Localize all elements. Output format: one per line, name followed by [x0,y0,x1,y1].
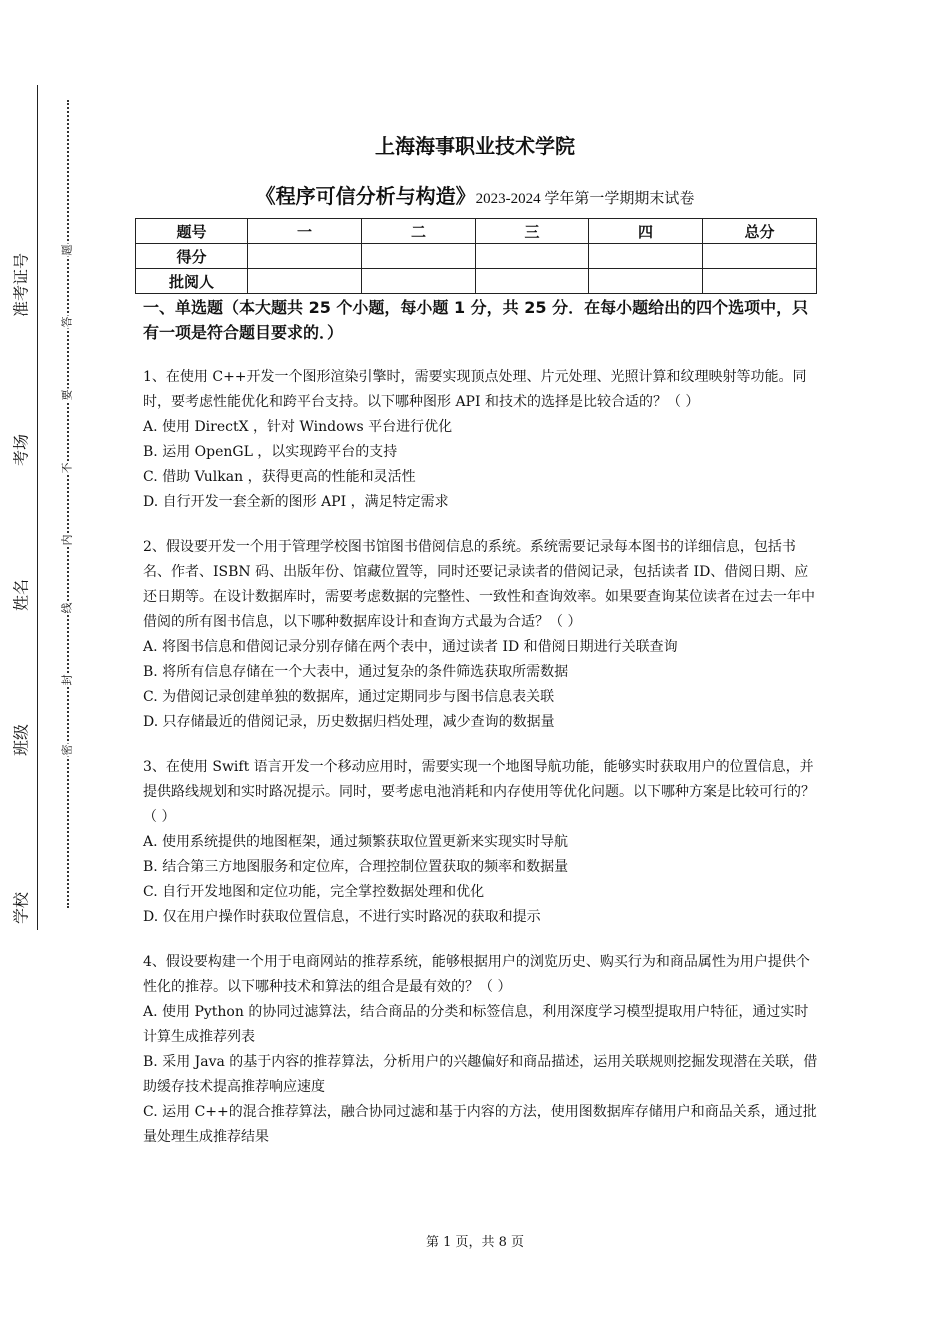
question-2 [143,535,818,735]
option-a: A. 使用系统提供的地图框架，通过频繁获取位置更新来实现实时导航 [143,834,569,850]
binding-dotted-line [67,100,69,908]
score-head-cell: 题号 [136,219,248,244]
option-b: B. 采用 Java 的基于内容的推荐算法，分析用户的兴趣偏好和商品描述，运用关联规则挖掘发现潜在关联，借助缓存技术提高推荐响应速度 [143,1054,818,1095]
score-head-cell: 一 [248,219,362,244]
option-c: C. 借助 Vulkan ，获得更高的性能和灵活性 [143,469,416,485]
reviewer-cell[interactable] [703,269,817,294]
score-row [136,244,817,269]
score-head-cell: 三 [476,219,589,244]
seal-char-yao: 要 [60,389,74,401]
reviewer-cell[interactable] [476,269,589,294]
exam-content [143,295,818,1150]
class-field: 班级 [7,721,34,759]
question-3 [143,755,818,930]
school-name: 上海海事职业技术学院 [375,134,575,158]
page-footer: 第 1 页，共 8 页 [425,1235,525,1250]
option-a: A. 使用 DirectX ，针对 Windows 平台进行优化 [143,419,453,435]
option-d: D. 仅在用户操作时获取位置信息，不进行实时路况的获取和提示 [143,909,541,925]
option-b: B. 结合第三方地图服务和定位库，合理控制位置获取的频率和数据量 [143,859,569,875]
school-field: 学校 [7,889,34,927]
reviewer-cell[interactable] [589,269,703,294]
question-4 [143,950,818,1150]
score-cell[interactable] [476,244,589,269]
term-title: 2023-2024 学年第一学期期末试卷 [475,191,695,207]
seal-char-xian: 线 [60,602,74,614]
exam-room-field: 考场 [7,431,34,469]
reviewer-cell[interactable] [248,269,362,294]
seal-char-da: 答 [60,316,74,328]
score-cell[interactable] [248,244,362,269]
exam-title [0,180,950,209]
reviewer-row-label: 批阅人 [136,269,248,294]
seal-char-nei: 内 [60,534,74,546]
seal-char-ti: 题 [60,244,74,256]
option-b: B. 将所有信息存储在一个大表中，通过复杂的条件筛选获取所需数据 [143,664,569,680]
question-stem: 1、在使用 C++开发一个图形渲染引擎时，需要实现顶点处理、片元处理、光照计算和纹理映射等功能。同时，要考虑性能优化和跨平台支持。以下哪种图形 API 和技术的选择是比较合适的？（ ） [143,369,807,410]
option-a: A. 使用 Python 的协同过滤算法，结合商品的分类和标签信息，利用深度学习模型提取用户特征，通过实时计算生成推荐列表 [143,1004,809,1045]
score-cell[interactable] [362,244,476,269]
option-a: A. 将图书信息和借阅记录分别存储在两个表中，通过读者 ID 和借阅日期进行关联查询 [143,639,678,655]
exam-number-field: 准考证号 [7,250,34,320]
question-stem: 3、在使用 Swift 语言开发一个移动应用时，需要实现一个地图导航功能，能够实时获取用户的位置信息，并提供路线规划和实时路况提示。同时，要考虑电池消耗和内存使用等优化问题。以下哪种方案是比较可行的？（ ） [143,759,815,825]
option-c: C. 运用 C++的混合推荐算法，融合协同过滤和基于内容的方法，使用图数据库存储用户和商品关系，通过批量处理生成推荐结果 [143,1104,817,1145]
option-c: C. 自行开发地图和定位功能，完全掌控数据处理和优化 [143,884,485,900]
seal-char-bu: 不 [60,462,74,474]
binding-solid-line [37,85,38,930]
score-head-cell: 四 [589,219,703,244]
reviewer-row [136,269,817,294]
score-head-cell: 二 [362,219,476,244]
seal-char-feng: 封 [60,674,74,686]
score-cell[interactable] [703,244,817,269]
question-stem: 2、假设要开发一个用于管理学校图书馆图书借阅信息的系统。系统需要记录每本图书的详细信息，包括书名、作者、ISBN 码、出版年份、馆藏位置等，同时还要记录读者的借阅记录，包括读者 ID、借阅日期、应还日期等。在设计数据库时，需要考虑数据的完整性、一致性和查询效率。如果要查询某位读者在过去一年中借阅的所有图书信息，以下哪种数据库设计和查询方式最为合适？（ ） [143,539,815,630]
question-stem: 4、假设要构建一个用于电商网站的推荐系统，能够根据用户的浏览历史、购买行为和商品属性为用户提供个性化的推荐。以下哪种技术和算法的组合是最有效的？（ ） [143,954,810,995]
score-head-cell: 总分 [703,219,817,244]
score-table [135,218,817,294]
reviewer-cell[interactable] [362,269,476,294]
section-title: 一、单选题（本大题共 25 个小题，每小题 1 分，共 25 分．在每小题给出的四个选项中，只有一项是符合题目要求的．） [143,298,809,342]
seal-char-mi: 密 [60,744,74,756]
option-c: C. 为借阅记录创建单独的数据库，通过定期同步与图书信息表关联 [143,689,555,705]
score-table-header [136,219,817,244]
name-field: 姓名 [7,576,34,614]
course-title: 《程序可信分析与构造》 [255,184,476,208]
option-b: B. 运用 OpenGL ，以实现跨平台的支持 [143,444,398,460]
option-d: D. 自行开发一套全新的图形 API ，满足特定需求 [143,494,449,510]
question-1 [143,365,818,515]
option-d: D. 只存储最近的借阅记录，历史数据归档处理，减少查询的数据量 [143,714,555,730]
score-row-label: 得分 [136,244,248,269]
score-cell[interactable] [589,244,703,269]
